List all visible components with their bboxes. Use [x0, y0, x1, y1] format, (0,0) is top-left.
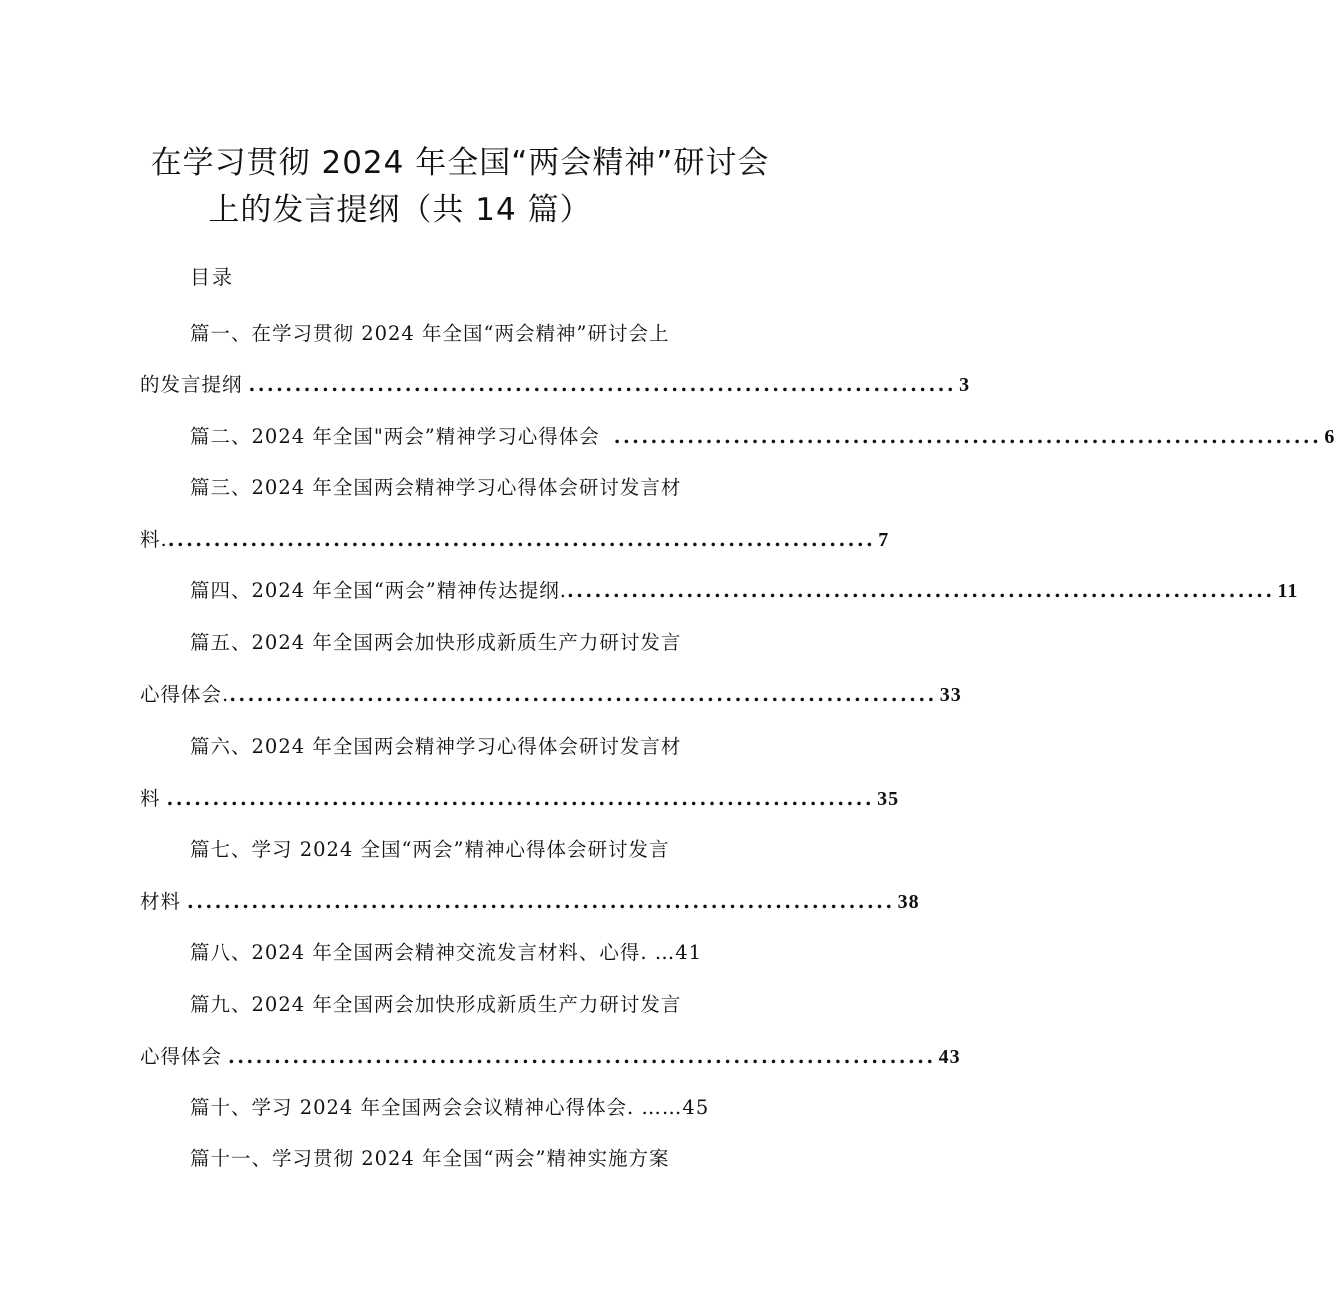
toc-entry-3-label[interactable]: 篇三、2024 年全国两会精神学习心得体会研讨发言材	[190, 476, 682, 499]
toc-entry-7-cont: 材料	[140, 890, 182, 913]
toc-entry-9-page: 43	[938, 1046, 961, 1068]
toc-heading: 目录	[190, 265, 234, 289]
toc-entry-8[interactable]: 篇八、2024 年全国两会精神交流发言材料、心得. …41	[190, 941, 703, 964]
toc-entry-9-cont: 心得体会	[140, 1045, 223, 1068]
toc-entry-9-leader[interactable]	[140, 1041, 961, 1069]
toc-entry-2-label: 篇二、2024 年全国"两会”精神学习心得体会	[190, 425, 600, 448]
document-title-line-1: 在学习贯彻 2024 年全国“两会精神”研讨会	[150, 145, 770, 181]
toc-entry-1-leader[interactable]	[140, 369, 971, 397]
dot-leader: .............................................................................	[566, 579, 1275, 602]
toc-entry-5-leader[interactable]	[140, 679, 962, 707]
toc-entry-3-cont: 料.	[140, 528, 168, 551]
dot-leader: .............................................................................	[248, 373, 957, 396]
toc-entry-2[interactable]	[190, 421, 1335, 449]
toc-entry-1-cont: 的发言提纲	[140, 373, 243, 396]
toc-entry-7-page: 38	[897, 891, 920, 913]
toc-entry-10[interactable]: 篇十、学习 2024 年全国两会会议精神心得体会. ……45	[190, 1096, 710, 1119]
toc-entry-5-page: 33	[939, 684, 962, 706]
toc-entry-3-leader[interactable]	[140, 524, 890, 552]
toc-entry-5-cont: 心得体会.	[140, 683, 230, 706]
toc-entry-6-page: 35	[877, 788, 900, 810]
dot-leader: .............................................................................	[187, 890, 895, 913]
toc-entry-4-page: 11	[1277, 580, 1299, 602]
toc-entry-11[interactable]: 篇十一、学习贯彻 2024 年全国“两会”精神实施方案	[190, 1147, 670, 1170]
toc-entry-2-page: 6	[1324, 426, 1335, 448]
toc-entry-5-label[interactable]: 篇五、2024 年全国两会加快形成新质生产力研讨发言	[190, 631, 682, 654]
dot-leader: .............................................................................	[613, 425, 1322, 448]
toc-entry-6-leader[interactable]	[140, 783, 900, 811]
toc-entry-4[interactable]	[190, 575, 1299, 603]
toc-entry-7-label[interactable]: 篇七、学习 2024 全国“两会”精神心得体会研讨发言	[190, 838, 670, 861]
toc-entry-6-cont: 料	[140, 787, 161, 810]
dot-leader: .............................................................................	[228, 1045, 936, 1068]
document-title-line-2: 上的发言提纲（共 14 篇）	[208, 192, 592, 228]
toc-entry-3-page: 7	[878, 529, 890, 551]
dot-leader: .............................................................................	[166, 787, 875, 810]
toc-entry-7-leader[interactable]	[140, 886, 920, 914]
toc-entry-4-label: 篇四、2024 年全国“两会”精神传达提纲.	[190, 579, 567, 602]
toc-entry-9-label[interactable]: 篇九、2024 年全国两会加快形成新质生产力研讨发言	[190, 993, 682, 1016]
dot-leader: .............................................................................	[167, 528, 876, 551]
toc-entry-6-label[interactable]: 篇六、2024 年全国两会精神学习心得体会研讨发言材	[190, 735, 682, 758]
toc-entry-1-page: 3	[959, 374, 971, 396]
toc-entry-1-label[interactable]: 篇一、在学习贯彻 2024 年全国“两会精神”研讨会上	[190, 322, 670, 345]
dot-leader: .............................................................................	[229, 683, 937, 706]
